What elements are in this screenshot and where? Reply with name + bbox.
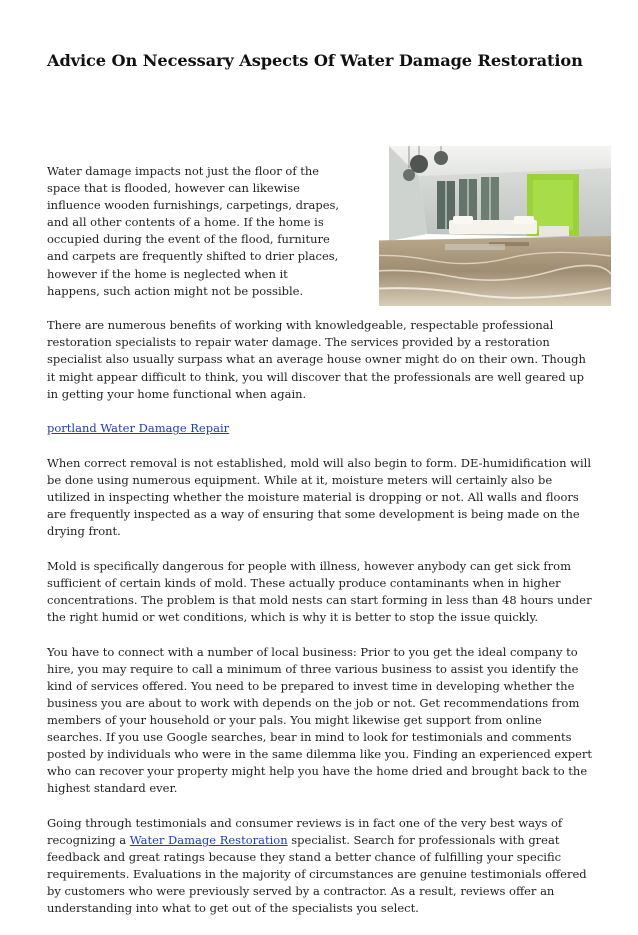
flooded-room-illustration	[349, 146, 611, 306]
article-body	[47, 163, 593, 935]
link-paragraph	[47, 420, 593, 437]
paragraph-6	[47, 815, 593, 918]
flooded-room-image	[349, 146, 611, 306]
paragraph-6-start: Going through testimonials and consumer reviews is in fact one of the very best ways of recognizing a	[47, 816, 563, 848]
paragraph-1: Water damage impacts not just the floor of the space that is flooded, however can likewise influence wooden furnishings, carpetings, drapes, and all other contents of a home. If the home is occupied during the event of the flood, furniture and carpets are frequently shifted to drier places, however if the home is neglected when it happens, such action might not be possible.	[47, 164, 340, 298]
water-damage-restoration-link[interactable]: Water Damage Restoration	[129, 833, 288, 848]
paragraph-3: When correct removal is not established, mold will also begin to form. DE-humidification will be done using numerous equipment. While at it, moisture meters will certainly also be utilized in inspecting whether the moisture material is dropping or not. All walls and floors are frequently inspected as a way of ensuring that some development is being made on the drying front.	[47, 455, 592, 539]
paragraph-5: You have to connect with a number of local business: Prior to you get the ideal company to hire, you may require to call a minimum of three various business to assist you identify the kind of services offered. You need to be prepared to invest time in developing whether the business you are about to work with depends on the job or not. Get recommendations from members of your household or your pals. You might likewise get support from online searches. If you use Google searches, bear in mind to look for testimonials and comments posted by individuals who were in the same dilemma like you. Finding an experienced expert who can recover your property might help you have the home dried and brought back to the highest standard ever.	[47, 644, 592, 796]
paragraph-6-end: specialist. Search for professionals with great feedback and great ratings because they stand a better chance of fulfilling your specific requirements. Evaluations in the majority of circumstances are genuine testimonials offered by customers who were previously served by a contractor. As a result, reviews offer an understanding into what to get out of the specialists you select.	[47, 833, 587, 916]
paragraph-4: Mold is specifically dangerous for people with illness, however anybody can get sick from sufficient of certain kinds of mold. These actually produce contaminants when in higher concentrations. The problem is that mold nests can start forming in less than 48 hours under the right humid or wet conditions, which is why it is better to stop the issue quickly.	[47, 558, 592, 625]
portland-water-damage-link[interactable]: portland Water Damage Repair	[47, 421, 230, 436]
page-title: Advice On Necessary Aspects Of Water Damage Restoration	[47, 51, 583, 70]
paragraph-2: There are numerous benefits of working with knowledgeable, respectable professional restoration specialists to repair water damage. The services provided by a restoration specialist also usually surpass what an average house owner might do on their own. Though it might appear difficult to think, you will discover that the professionals are well geared up in getting your home functional when again.	[47, 318, 586, 401]
